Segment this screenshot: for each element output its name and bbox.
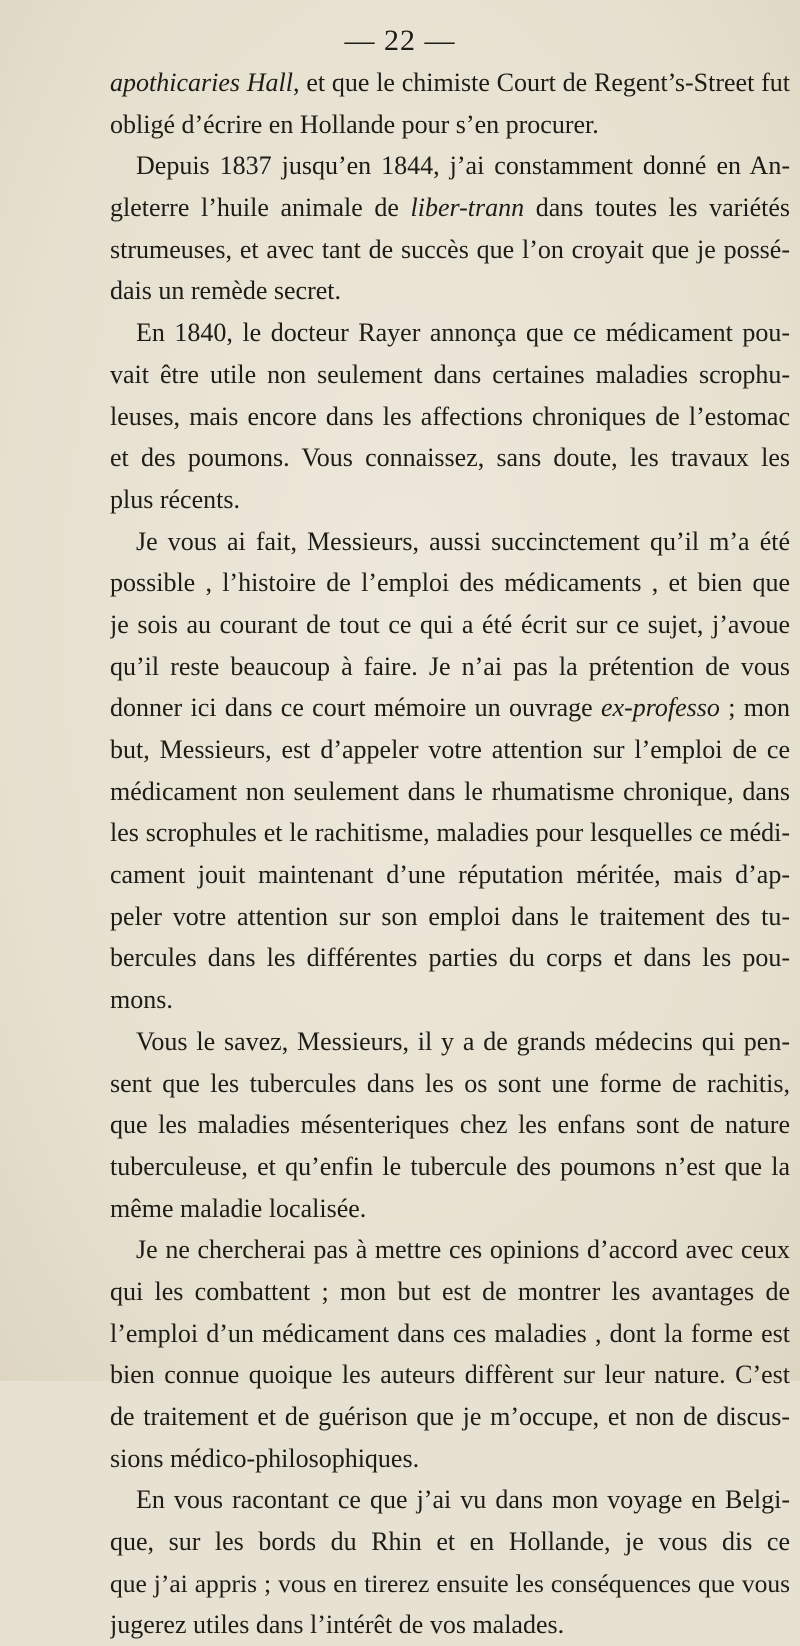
text-line: même maladie localisée. bbox=[110, 1193, 367, 1223]
text-line: En vous racontant ce que j’ai vu dans mon voyage en Belgi- bbox=[136, 1485, 790, 1515]
text-line: apothicaries Hall, et que le chimiste Court de Regent’s-Street fut bbox=[110, 68, 790, 97]
body-text bbox=[110, 62, 790, 1646]
text-line: peler votre attention sur son emploi dans le traitement des tu- bbox=[110, 901, 790, 931]
text-line: plus récents. bbox=[110, 484, 240, 514]
text-line: Depuis 1837 jusqu’en 1844, j’ai constamment donné en An- bbox=[136, 151, 790, 181]
text-line: but, Messieurs, est d’appeler votre attention sur l’emploi de ce bbox=[110, 735, 790, 764]
text-line: que j’ai appris ; vous en tirerez ensuite les conséquences que vous bbox=[110, 1568, 790, 1598]
text-line: sions médico-philosophiques. bbox=[110, 1443, 420, 1473]
text-line: et des poumons. Vous connaissez, sans doute, les travaux les bbox=[110, 443, 790, 473]
page-number: — 22 — bbox=[344, 24, 456, 57]
text-line: bien connue quoique les auteurs diffèrent sur leur nature. C’est bbox=[110, 1360, 790, 1390]
text-line: En 1840, le docteur Rayer annonça que ce médicament pou- bbox=[136, 318, 790, 348]
text-line: donner ici dans ce court mémoire un ouvrage ex-professo ; mon bbox=[110, 693, 790, 723]
text-line: leuses, mais encore dans les affections chroniques de l’estomac bbox=[110, 401, 790, 431]
text-line: Je vous ai fait, Messieurs, aussi succinctement qu’il m’a été bbox=[136, 526, 790, 556]
text-line: qui les combattent ; mon but est de montrer les avantages de bbox=[110, 1276, 790, 1306]
text-line: cament jouit maintenant d’une réputation méritée, mais d’ap- bbox=[110, 860, 790, 890]
text-line: vait être utile non seulement dans certaines maladies scrophu- bbox=[110, 359, 790, 389]
text-line: sent que les tubercules dans les os sont une forme de rachitis, bbox=[110, 1068, 790, 1098]
text-line: dais un remède secret. bbox=[110, 276, 342, 306]
text-line: que les maladies mésenteriques chez les enfans sont de nature bbox=[110, 1110, 790, 1140]
text-line: que, sur les bords du Rhin et en Hollande, je vous dis ce bbox=[110, 1527, 790, 1557]
text-line: bercules dans les différentes parties du corps et dans les pou- bbox=[110, 943, 790, 973]
text-line: de traitement et de guérison que je m’occupe, et non de discus- bbox=[110, 1402, 790, 1431]
text-line: gleterre l’huile animale de liber-trann dans toutes les variétés bbox=[110, 193, 790, 223]
text-line: Je ne chercherai pas à mettre ces opinions d’accord avec ceux bbox=[136, 1235, 790, 1265]
text-line: je sois au courant de tout ce qui a été écrit sur ce sujet, j’avoue bbox=[110, 609, 790, 639]
text-line: qu’il reste beaucoup à faire. Je n’ai pas la prétention de vous bbox=[110, 651, 790, 681]
text-line: jugerez utiles dans l’intérêt de vos malades. bbox=[110, 1610, 565, 1640]
text-line: Vous le savez, Messieurs, il y a de grands médecins qui pen- bbox=[136, 1026, 790, 1056]
text-line: les scrophules et le rachitisme, maladies pour lesquelles ce médi- bbox=[110, 818, 790, 848]
text-line: médicament non seulement dans le rhumatisme chronique, dans bbox=[110, 776, 790, 806]
text-line: strumeuses, et avec tant de succès que l’on croyait que je possé- bbox=[110, 234, 790, 264]
text-line: obligé d’écrire en Hollande pour s’en procurer. bbox=[110, 109, 599, 139]
text-line: possible , l’histoire de l’emploi des médicaments , et bien que bbox=[110, 568, 790, 598]
text-line: l’emploi d’un médicament dans ces maladies , dont la forme est bbox=[110, 1318, 790, 1348]
text-line: tuberculeuse, et qu’enfin le tubercule des poumons n’est que la bbox=[110, 1151, 790, 1181]
text-line: mons. bbox=[110, 985, 173, 1015]
